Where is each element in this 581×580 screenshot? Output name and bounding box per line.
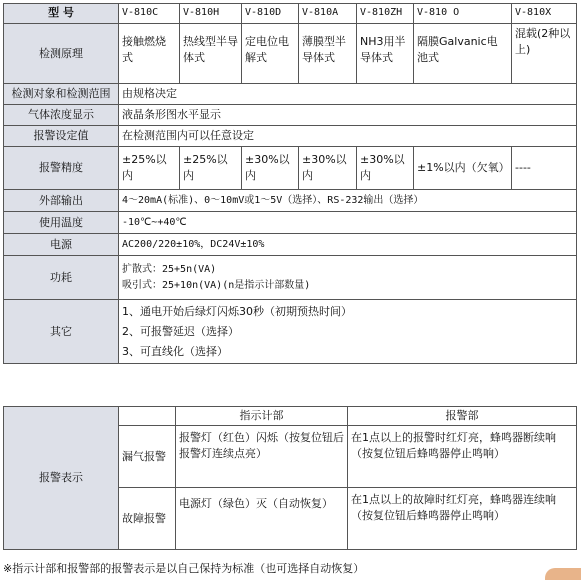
principle-cell: 混载(2种以上) [512,24,577,84]
setting-value: 在检测范围内可以任意设定 [119,126,577,147]
model-cell: V-810X [512,4,577,24]
principle-cell: NH3用半导体式 [357,24,414,84]
alarm-section-label: 报警表示 [4,407,119,550]
range-row [4,84,577,105]
accuracy-cell: ---- [512,147,577,190]
fault-alarm-label: 故障报警 [119,488,176,550]
power-label: 电源 [4,234,119,256]
leak-alarm-label: 漏气报警 [119,426,176,488]
principle-cell: 隔膜Galvanic电池式 [414,24,512,84]
temp-label: 使用温度 [4,212,119,234]
fault-indicator-desc: 电源灯（绿色）灭（自动恢复） [176,488,348,550]
consumption-row [4,256,577,300]
display-label: 气体浓度显示 [4,105,119,126]
model-cell: V-810ZH [357,4,414,24]
accuracy-cell: ±30%以内 [242,147,299,190]
other-value [119,300,577,364]
accuracy-cell: ±25%以内 [119,147,180,190]
other-line: 1、通电开始后绿灯闪烁30秒（初期预热时间） [122,304,352,318]
output-row [4,190,577,212]
leak-alarm-desc: 在1点以上的报警时红灯亮，蜂鸣器断续响（按复位钮后蜂鸣器停止鸣响） [348,426,577,488]
model-cell: V-810 O [414,4,512,24]
principle-cell: 定电位电解式 [242,24,299,84]
consumption-line: 吸引式：25+10n(VA)(n是指示计部数量) [122,279,311,291]
principle-cell: 接触燃烧式 [119,24,180,84]
alarm-column-header: 报警部 [348,407,577,426]
accuracy-cell: ±30%以内 [299,147,357,190]
range-value: 由规格决定 [119,84,577,105]
power-value: AC200/220±10%，DC24V±10% [119,234,577,256]
spec-table [3,3,577,364]
consumption-label: 功耗 [4,256,119,300]
model-row [4,4,577,24]
temp-row [4,212,577,234]
principle-label: 检测原理 [4,24,119,84]
model-cell: V-810H [180,4,242,24]
model-label: 型 号 [4,4,119,24]
accuracy-cell: ±30%以内 [357,147,414,190]
display-row [4,105,577,126]
accuracy-cell: ±1%以内（欠氧） [414,147,512,190]
model-cell: V-810C [119,4,180,24]
consumption-line: 扩散式：25+5n(VA) [122,263,217,275]
footnote: ※指示计部和报警部的报警表示是以自己保持为标准（也可选择自动恢复） [3,562,365,575]
fault-alarm-desc: 在1点以上的故障时红灯亮，蜂鸣器连续响（按复位钮后蜂鸣器停止鸣响） [348,488,577,550]
alarm-header-blank [119,407,176,426]
other-line: 3、可直线化（选择） [122,344,228,358]
display-value: 液晶条形图水平显示 [119,105,577,126]
principle-row [4,24,577,84]
model-cell: V-810A [299,4,357,24]
accuracy-cell: ±25%以内 [180,147,242,190]
principle-cell: 热线型半导体式 [180,24,242,84]
corner-decoration [545,568,581,580]
alarm-header-row [4,407,577,426]
accuracy-label: 报警精度 [4,147,119,190]
other-row [4,300,577,364]
alarm-table [3,406,577,550]
range-label: 检测对象和检测范围 [4,84,119,105]
indicator-column-header: 指示计部 [176,407,348,426]
principle-cell: 薄膜型半导体式 [299,24,357,84]
output-value: 4～20mA(标准)、0～10mV或1～5V（选择）、RS-232输出（选择） [119,190,577,212]
model-cell: V-810D [242,4,299,24]
setting-label: 报警设定值 [4,126,119,147]
other-label: 其它 [4,300,119,364]
temp-value: -10℃~+40℃ [119,212,577,234]
setting-row [4,126,577,147]
other-line: 2、可报警延迟（选择） [122,324,239,338]
accuracy-row [4,147,577,190]
consumption-value [119,256,577,300]
output-label: 外部输出 [4,190,119,212]
leak-indicator-desc: 报警灯（红色）闪烁（按复位钮后报警灯连续点亮） [176,426,348,488]
power-row [4,234,577,256]
